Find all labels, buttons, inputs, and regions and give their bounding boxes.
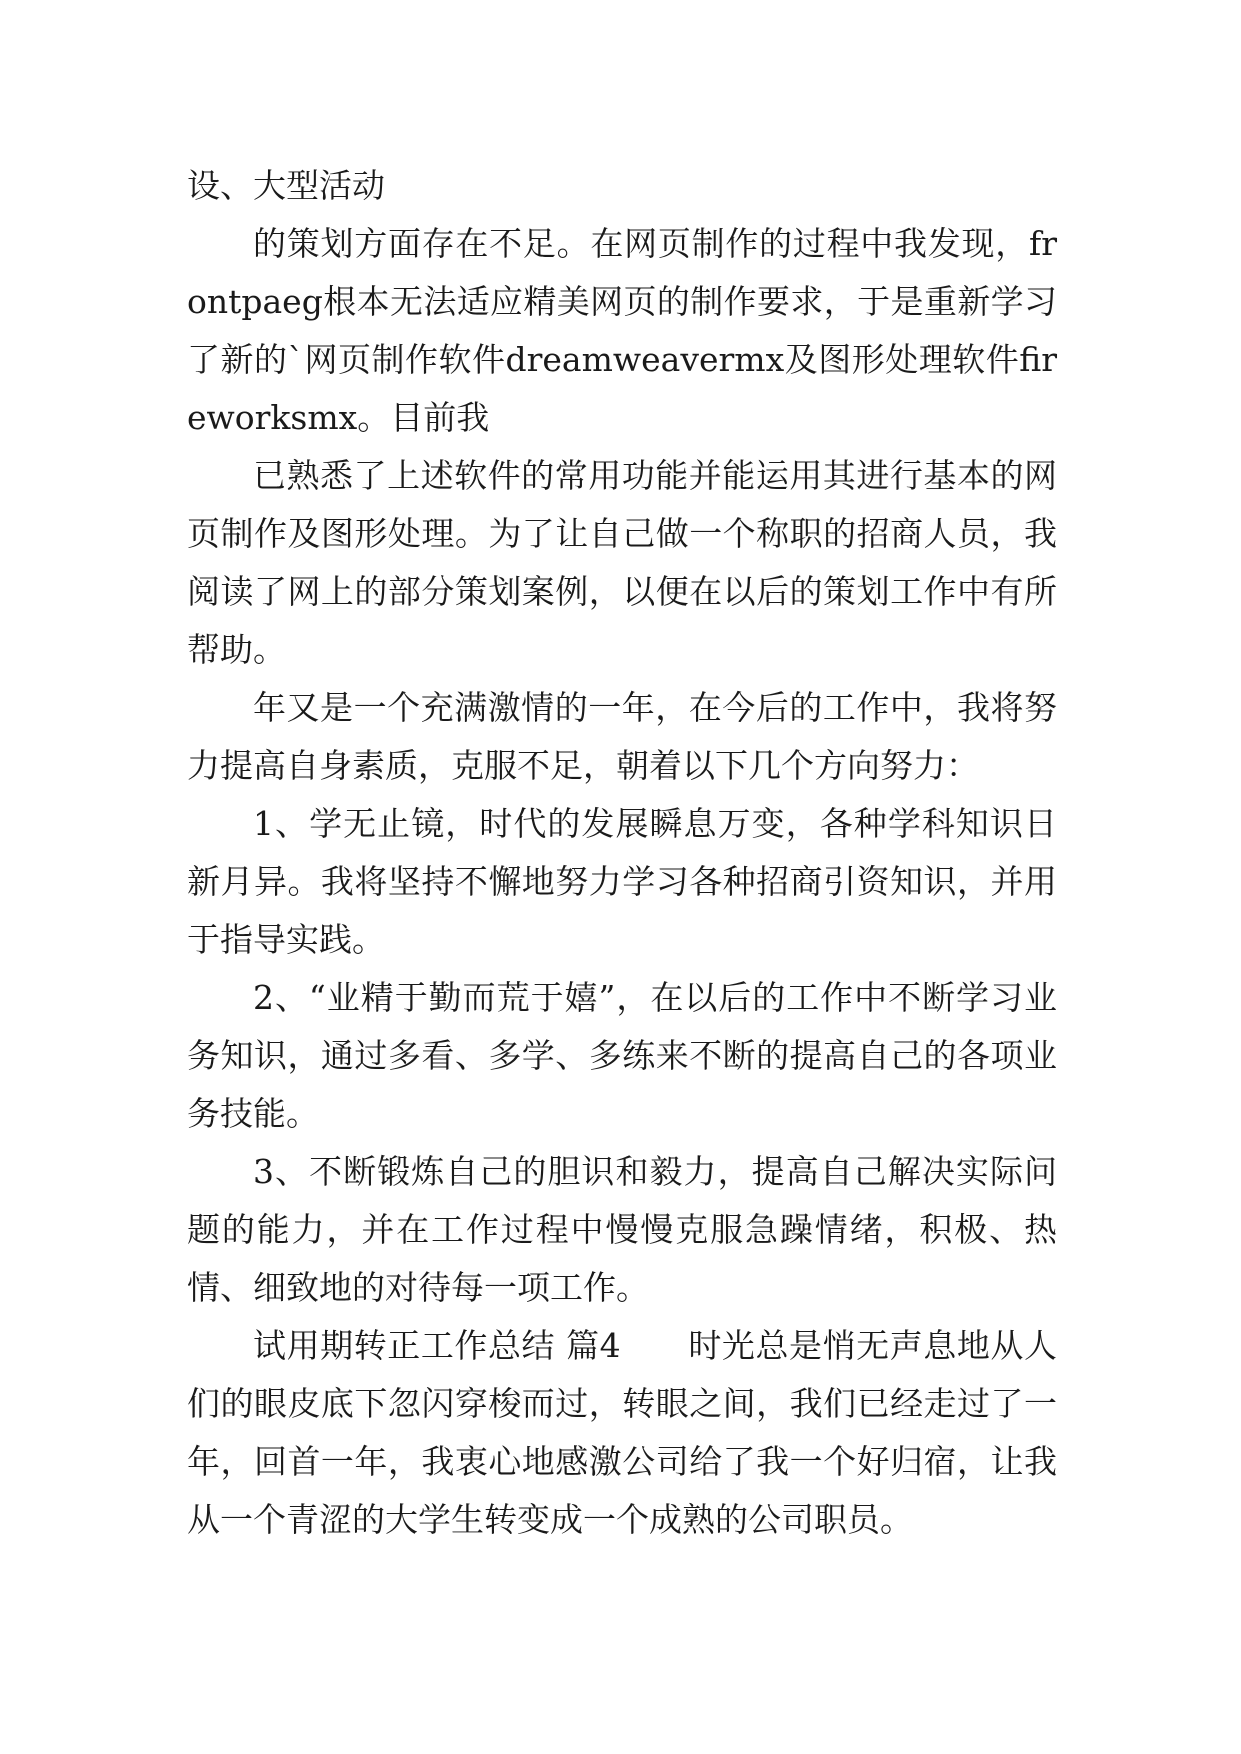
paragraph-5-list-item-1: 1、学无止镜，时代的发展瞬息万变，各种学科知识日新月异。我将坚持不懈地努力学习各种招商引资知识，并用于指导实践。 — [187, 804, 1057, 959]
document-body — [187, 157, 1057, 1549]
paragraph-3: 已熟悉了上述软件的常用功能并能运用其进行基本的网页制作及图形处理。为了让自己做一个称职的招商人员，我阅读了网上的部分策划案例，以便在以后的策划工作中有所帮助。 — [187, 456, 1057, 669]
paragraph-1: 设、大型活动 — [187, 166, 385, 205]
paragraph-8: 试用期转正工作总结 篇4 时光总是悄无声息地从人们的眼皮底下忽闪穿梭而过，转眼之间，我们已经走过了一年，回首一年，我衷心地感激公司给了我一个好归宿，让我从一个青涩的大学生转变成一个成熟的公司职员。 — [187, 1326, 1057, 1539]
paragraph-6-list-item-2: 2、“业精于勤而荒于嬉”，在以后的工作中不断学习业务知识，通过多看、多学、多练来不断的提高自己的各项业务技能。 — [187, 978, 1057, 1133]
paragraph-4: 年又是一个充满激情的一年，在今后的工作中，我将努力提高自身素质，克服不足，朝着以下几个方向努力： — [187, 688, 1057, 785]
paragraph-2: 的策划方面存在不足。在网页制作的过程中我发现，frontpaeg根本无法适应精美网页的制作要求，于是重新学习了新的`网页制作软件dreamweavermx及图形处理软件fireworksmx。目前我 — [187, 224, 1057, 437]
paragraph-7-list-item-3: 3、不断锻炼自己的胆识和毅力，提高自己解决实际问题的能力，并在工作过程中慢慢克服急躁情绪，积极、热情、细致地的对待每一项工作。 — [187, 1152, 1057, 1307]
